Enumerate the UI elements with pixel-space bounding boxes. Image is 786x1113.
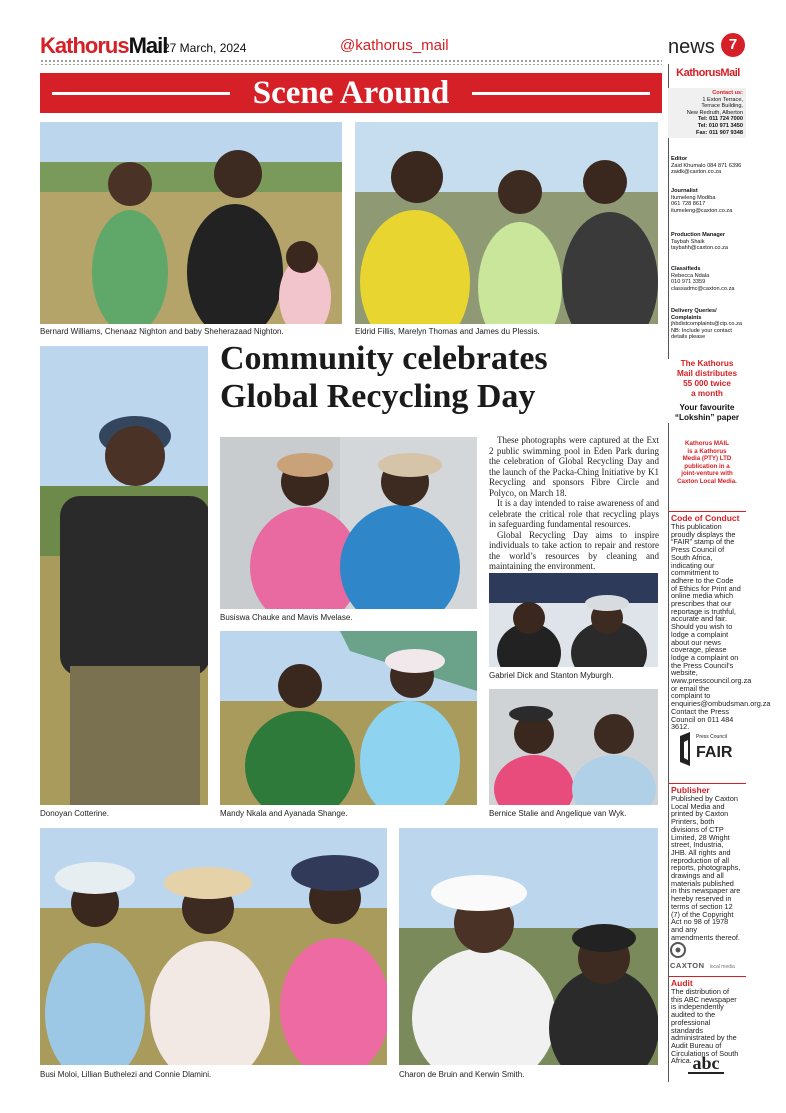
abc-logo: [688, 1054, 724, 1076]
caption-7: Bernice Stalie and Angelique van Wyk.: [489, 809, 627, 818]
classifieds-line: classadmc@caxton.co.za: [671, 285, 735, 292]
editor-line: zaidk@caxton.co.za: [671, 169, 722, 176]
photo-8: [40, 828, 387, 1065]
divider: [669, 783, 746, 784]
editor-block: [671, 156, 745, 176]
photo-6: [489, 573, 658, 667]
photo-7: [489, 689, 658, 805]
delivery-title: Delivery Queries/ Complaints: [671, 308, 717, 321]
photo-1: [40, 122, 342, 324]
photo-3: [40, 346, 208, 805]
ownership-line: Caxton Local Media.: [677, 477, 737, 485]
audit-text: The distribution of this ABC newspaper is independently audited to the professional standards administrated by the Audit Bureau of Circulations of South Africa.: [671, 987, 739, 1066]
tagline-line: “Lokshin” paper: [674, 413, 740, 422]
photo-4: [220, 437, 477, 609]
publisher-text: Published by Caxton Local Media and printed by Caxton Printers, both divisions of CTP Limited, 28 Wright street, Industria, JHB. All rights and reproduction of all reports, photographs, drawings and all materials published in this newspaper are hereby reserved in terms of section 12 (7) of the Copyright Act no 98 of 1978 and any amendments thereof.: [671, 794, 741, 942]
journalist-line: itumeleng@caxton.co.za: [671, 207, 733, 214]
delivery-line: jhbdistcomplaints@ctp.co.za: [671, 321, 742, 328]
journalist-line: 061 728 8617: [671, 201, 706, 208]
production-line: Taybah Shaik: [671, 238, 705, 245]
editor-title: Editor: [671, 156, 688, 162]
classifieds-title: Classifieds: [671, 266, 701, 272]
ownership-box: [668, 440, 746, 485]
distribution-box: [668, 359, 746, 423]
photo-9: [399, 828, 658, 1065]
caxton-name: CAXTON: [670, 961, 705, 970]
caption-2: Eldrid Fillis, Marelyn Thomas and James du Plessis.: [355, 327, 540, 336]
caption-1: Bernard Williams, Chenaaz Nighton and baby Sheherazaad Nighton.: [40, 327, 284, 336]
classifieds-line: Rebecca Ndala: [671, 272, 710, 279]
classifieds-block: [671, 266, 745, 292]
distribution-line: 55 000 twice: [683, 379, 731, 388]
caxton-logo: [670, 942, 744, 970]
press-council-fair-logo: [678, 732, 740, 766]
contact-line: New Redruth, Alberton: [686, 109, 743, 116]
contact-fax: Fax: 011 907 9348: [696, 129, 743, 136]
contact-line: Terrace Building,: [701, 103, 743, 110]
delivery-line: NB: Include your contact: [671, 327, 732, 334]
caption-4: Busiswa Chauke and Mavis Mvelase.: [220, 613, 353, 622]
section-name: news: [668, 36, 715, 58]
ownership-line: is a Kathorus: [687, 447, 727, 455]
banner-title: Scene Around: [252, 75, 450, 111]
caption-3: Donoyan Cotterine.: [40, 809, 109, 818]
contact-tel: Tel: 011 724 7000: [698, 116, 743, 123]
contact-tel: Tel: 010 971 3450: [697, 122, 743, 129]
publisher-title: Publisher: [671, 785, 710, 795]
journalist-title: Journalist: [671, 188, 698, 194]
divider: [669, 511, 746, 512]
distribution-line: a month: [691, 389, 723, 398]
caption-6: Gabriel Dick and Stanton Myburgh.: [489, 671, 614, 680]
headline-line-1: Community celebrates: [220, 340, 548, 377]
code-of-conduct-text: This publication proudly displays the “FAIR” stamp of the Press Council of South Africa, indicating our commitment to adhere to the Code of Ethics for Print and online media which prescribes that our reportage is truthful, accurate and fair. Should you wish to lodge a complaint about our news coverage, please lodge a complaint on the Press Council’s website, www.presscouncil.org.za or email the complaint to enquiries@ombudsman.org.za Contact the Press Council on 011 484 3612.: [671, 522, 771, 732]
masthead-logo: KathorusMail: [40, 33, 168, 58]
caption-5: Mandy Nkala and Ayanada Shange.: [220, 809, 348, 818]
article-body: [489, 435, 659, 572]
issue-date: 27 March, 2024: [163, 41, 247, 55]
distribution-line: The Kathorus: [680, 359, 734, 368]
production-line: taybahh@caxton.co.za: [671, 245, 728, 252]
classifieds-line: 010 971 3359: [671, 279, 706, 286]
contact-block: [668, 88, 746, 138]
contact-title: Contact us:: [712, 90, 743, 96]
page-number: 7: [721, 33, 745, 57]
editor-line: Zaid Khumalo 084 871 6396: [671, 162, 742, 169]
fair-label: FAIR: [696, 744, 733, 761]
article-headline: [220, 340, 660, 416]
ownership-line: Media (PTY) LTD: [682, 455, 732, 462]
sidebar-logo: KathorusMail: [676, 67, 740, 79]
journalist-block: [671, 188, 745, 214]
delivery-line: details please: [671, 334, 706, 341]
social-handle: @kathorus_mail: [340, 37, 449, 54]
delivery-block: [671, 308, 745, 341]
body-paragraph: It is a day intended to raise awareness of and celebrate the critical role that recycling plays in safeguarding fundamental resources.: [489, 498, 659, 529]
dotted-rule: [40, 59, 662, 65]
caxton-icon: [670, 942, 686, 958]
audit-title: Audit: [671, 978, 693, 988]
caxton-tagline: local media: [709, 964, 735, 970]
tagline-line: Your favourite: [679, 403, 735, 412]
production-block: [671, 232, 745, 252]
body-paragraph: Global Recycling Day aims to inspire individuals to take action to repair and restore the world’s resources by cleaning and maintaining the environment.: [489, 529, 659, 571]
body-paragraph: These photographs were captured at the Ext 2 public swimming pool in Eden Park during the celebration of Global Recycling Day and the launch of the Packa-Ching Initiative by K1 Recycling and sponsors Fibre Circle and Polyco, on March 18.: [489, 435, 659, 498]
abc-label: abc: [688, 1054, 724, 1074]
contact-line: 1 Exton Terrace,: [702, 96, 743, 103]
code-of-conduct-title: Code of Conduct: [671, 513, 740, 523]
journalist-line: Itumeleng Modiba: [671, 194, 716, 201]
photo-5: [220, 631, 477, 805]
fair-small-label: Press Council: [696, 734, 727, 740]
ownership-line: publication in a: [684, 462, 730, 470]
distribution-line: Mail distributes: [676, 369, 738, 378]
caption-9: Charon de Bruin and Kerwin Smith.: [399, 1070, 525, 1079]
ownership-line: joint-venture with: [681, 470, 733, 477]
production-title: Production Manager: [671, 232, 726, 238]
ownership-line: Kathorus MAIL: [685, 440, 729, 447]
headline-line-2: Global Recycling Day: [220, 378, 536, 415]
photo-2: [355, 122, 658, 324]
caption-8: Busi Moloi, Lillian Buthelezi and Connie Dlamini.: [40, 1070, 212, 1079]
divider: [669, 976, 746, 977]
